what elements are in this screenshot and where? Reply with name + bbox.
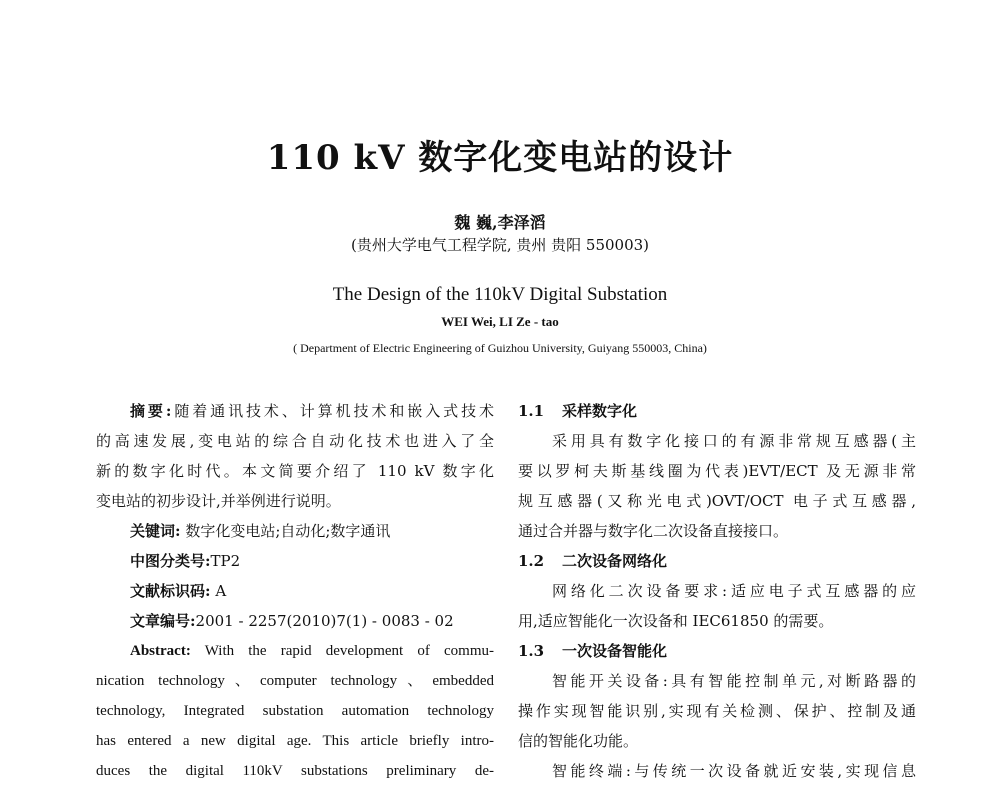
clc-value: TP2 [210,552,241,570]
article-no-value: 2001 - 2257(2010)7(1) - 0083 - 02 [195,612,454,630]
section-number: 1.2 [518,552,545,570]
section-heading [518,546,916,576]
article-no-label: 文章编号: [130,612,196,630]
body-line: 用,适应智能化一次设备和 IEC61850 的需要。 [518,612,834,630]
abstract-cn-line: 新的数字化时代。本文简要介绍了 110 kV 数字化 [96,462,494,480]
section-heading [518,396,916,426]
body-line: 操作实现智能识别,实现有关检测、保护、控制及通 [518,702,916,720]
body-line: 采用具有数字化接口的有源非常规互感器(主 [552,432,916,450]
body-line: 智能终端:与传统一次设备就近安装,实现信息 [552,762,916,780]
body-line: 要以罗柯夫斯基线圈为代表)EVT/ECT 及无源非常 [518,462,916,480]
abstract-en-label: Abstract: [130,643,191,659]
section-number: 1.1 [518,402,545,420]
abstract-cn-text: 随着通讯技术、计算机技术和嵌入式技术 [171,402,494,420]
abstract-en-line [96,636,494,666]
abstract-en-line: duces the digital 110kV substations preliminary de- [96,763,494,779]
section-heading [518,636,916,666]
affiliation-cn: (贵州大学电气工程学院, 贵州 贵阳 550003) [350,236,650,254]
left-column [96,396,494,786]
abstract-en-text: With the rapid development of commu- [190,643,494,659]
keywords [96,516,494,546]
body-line: 智能开关设备:具有智能控制单元,对断路器的 [552,672,916,690]
abstract-en-line: has entered a new digital age. This article briefly intro- [96,733,494,749]
section-title: 一次设备智能化 [562,642,668,660]
section-title: 二次设备网络化 [562,552,668,570]
authors-en: WEI Wei, LI Ze - tao [441,314,559,329]
article-number [96,606,494,636]
keywords-value: 数字化变电站;自动化;数字通讯 [180,522,391,540]
body-line: 网络化二次设备要求:适应电子式互感器的应 [552,582,916,600]
section-number: 1.3 [518,642,545,660]
paper-title: 110 kV 数字化变电站的设计 [266,138,734,178]
affiliation-en: ( Department of Electric Engineering of Guizhou University, Guiyang 550003, China) [293,341,707,355]
body-line: 信的智能化功能。 [518,732,639,750]
doc-code-value: A [210,582,227,600]
document-code [96,576,494,606]
clc-number [96,546,494,576]
paper-title-en: The Design of the 110kV Digital Substation [332,284,668,305]
authors: 魏 巍,李泽滔 [454,213,546,232]
section-title: 采样数字化 [562,402,638,420]
abstract-cn-label: 摘要: [130,402,172,420]
abstract-en-line: nication technology、computer technology、embedded [96,673,494,689]
right-column [518,396,916,786]
abstract-cn-line [96,396,494,426]
clc-label: 中图分类号: [130,552,211,570]
keywords-label: 关键词: [130,522,181,540]
body-line: 规互感器(又称光电式)OVT/OCT 电子式互感器, [518,492,916,510]
doc-code-label: 文献标识码: [130,582,211,600]
abstract-cn-line: 的高速发展,变电站的综合自动化技术也进入了全 [96,432,494,450]
abstract-en-line: technology, Integrated substation automation technology [96,703,494,719]
abstract-cn-line: 变电站的初步设计,并举例进行说明。 [96,492,341,510]
body-line: 通过合并器与数字化二次设备直接接口。 [518,522,789,540]
